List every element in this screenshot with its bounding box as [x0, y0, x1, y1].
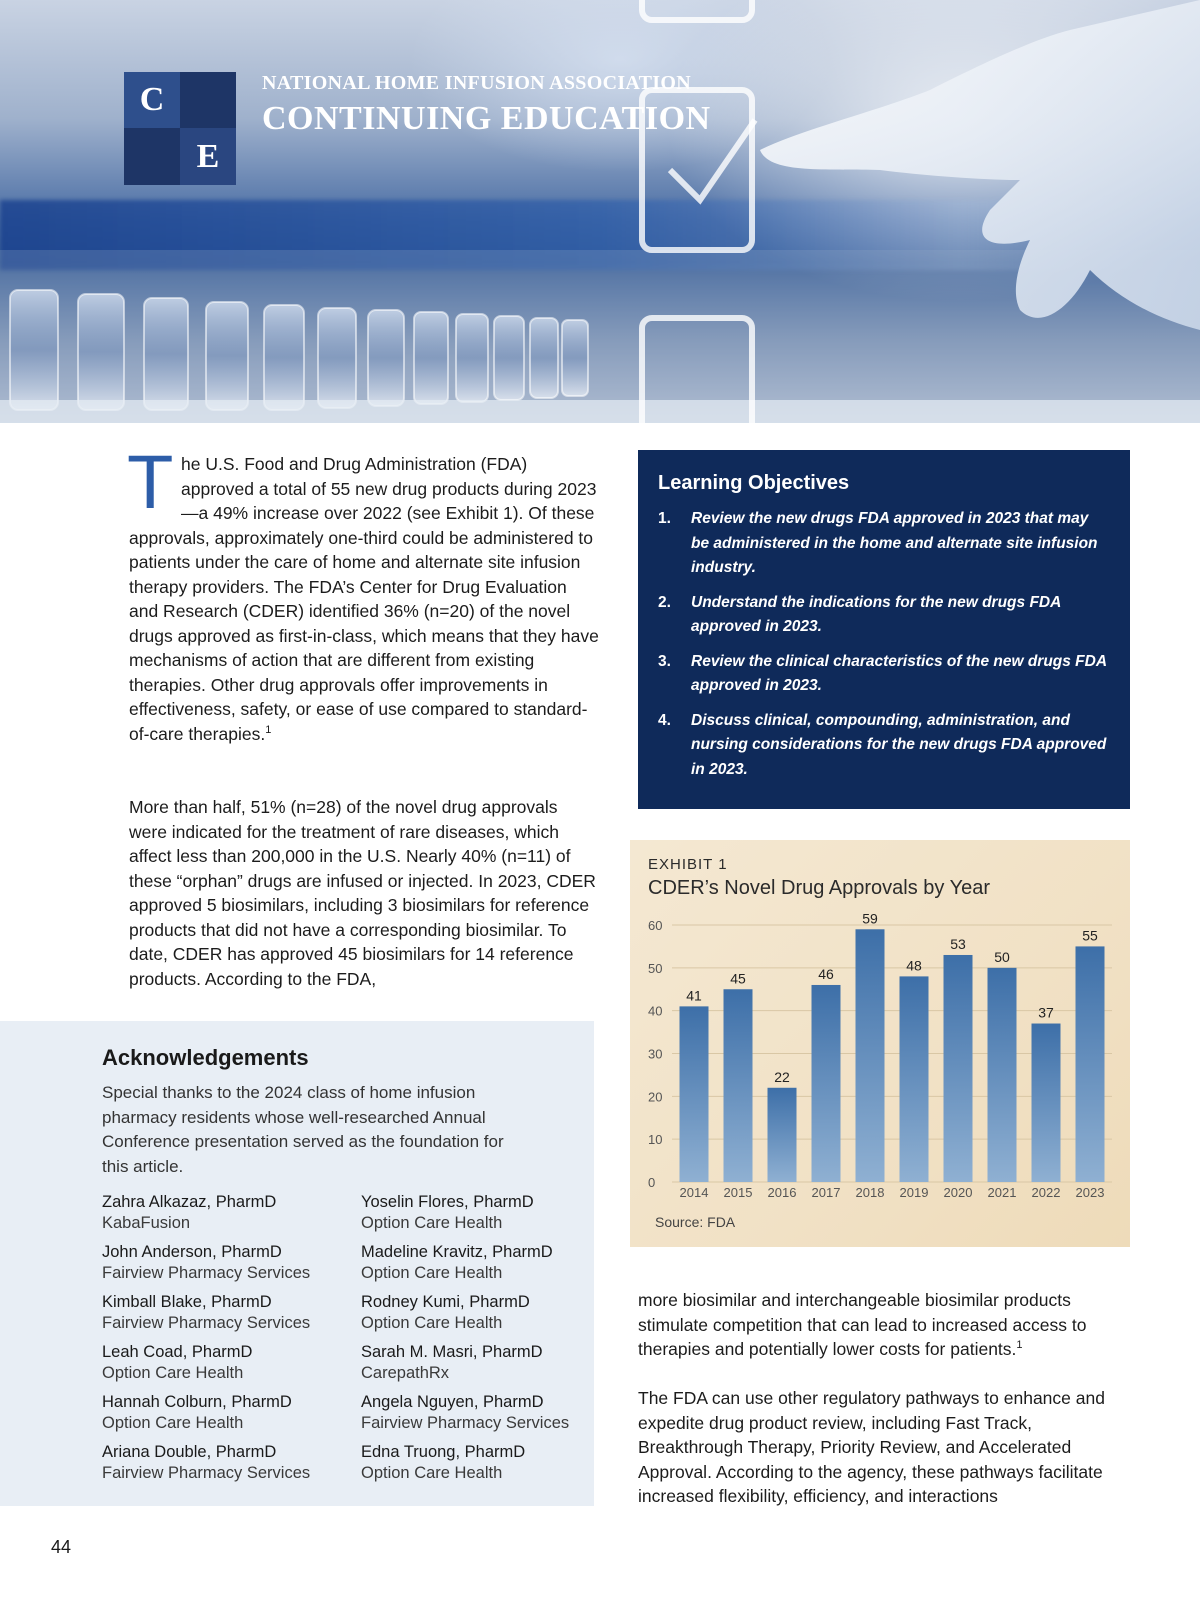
y-tick-label: 50	[648, 960, 663, 976]
resident-organization: Fairview Pharmacy Services	[102, 1463, 311, 1482]
logo-letter-c: C	[124, 72, 180, 128]
objective-text: Understand the indications for the new drugs FDA approved in 2023.	[691, 593, 1061, 635]
x-tick-label: 2018	[855, 1185, 885, 1200]
objective-number: 2.	[658, 593, 671, 611]
y-tick-label: 10	[648, 1132, 663, 1148]
objective-number: 4.	[658, 711, 671, 729]
resident-name: John Anderson, PharmD	[102, 1243, 282, 1261]
x-tick-label: 2015	[723, 1185, 753, 1200]
chart-source: Source: FDA	[655, 1214, 736, 1230]
data-label: 22	[774, 1068, 790, 1085]
resident-entry	[102, 1192, 361, 1233]
resident-name: Zahra Alkazaz, PharmD	[102, 1193, 277, 1211]
acknowledgements-title: Acknowledgements	[102, 1045, 309, 1070]
objective-number: 1.	[658, 510, 671, 527]
resident-name: Leah Coad, PharmD	[102, 1343, 253, 1361]
data-label: 55	[1082, 927, 1098, 944]
bar-2014	[680, 1006, 709, 1182]
drop-cap: T	[127, 440, 174, 525]
resident-organization: Fairview Pharmacy Services	[361, 1413, 570, 1432]
resident-organization: Option Care Health	[361, 1263, 503, 1282]
objectives-title: Learning Objectives	[658, 472, 850, 494]
resident-organization: Option Care Health	[102, 1413, 244, 1432]
resident-entry	[102, 1292, 361, 1333]
resident-name: Angela Nguyen, PharmD	[361, 1393, 544, 1411]
objective-text: Review the new drugs FDA approved in 2023 that may be administered in the home and alternate site infusion industry.	[691, 510, 1098, 576]
resident-organization: CarepathRx	[361, 1363, 450, 1382]
logo-letter-e: E	[180, 128, 236, 185]
resident-name: Madeline Kravitz, PharmD	[361, 1243, 553, 1261]
intro-text: he U.S. Food and Drug Administration (FDA) approved a total of 55 new drug products during 2023—a 49% increase over 2022 (see Exhibit 1). Of these approvals, approximately one-third could be administered to patients under the care of home and alternate site infusion therapy providers. The FDA’s Center for Drug Evaluation and Research (CDER) identified 36% (n=20) of the novel drugs approved as first-in-class, which means that they have mechanisms of action that are different from existing therapies. Other drug approvals offer improvements in effectiveness, safety, or ease of use compared to standard-of-care therapies.	[129, 454, 599, 744]
body-paragraph-continued	[638, 1288, 1138, 1362]
acknowledgements-box	[0, 1021, 594, 1506]
exhibit-label: EXHIBIT 1	[648, 856, 728, 873]
learning-objectives-box	[638, 450, 1130, 809]
resident-entry	[361, 1392, 601, 1433]
y-tick-label: 40	[648, 1003, 663, 1019]
resident-entry	[361, 1192, 601, 1233]
x-tick-label: 2016	[767, 1185, 797, 1200]
resident-entry	[361, 1242, 601, 1283]
bar-2016	[768, 1088, 797, 1182]
section-title: CONTINUING EDUCATION	[262, 100, 711, 137]
bar-2021	[988, 968, 1017, 1182]
resident-name: Kimball Blake, PharmD	[102, 1293, 272, 1311]
resident-entry	[361, 1442, 601, 1483]
data-label: 48	[906, 957, 922, 974]
resident-entry	[102, 1242, 361, 1283]
resident-entry	[361, 1342, 601, 1383]
resident-name: Yoselin Flores, PharmD	[361, 1193, 534, 1211]
page-number: 44	[51, 1537, 72, 1557]
bar-2019	[900, 976, 929, 1182]
resident-organization: Option Care Health	[361, 1313, 503, 1332]
x-tick-label: 2019	[899, 1185, 929, 1200]
gloved-hand-illustration	[740, 0, 1200, 423]
resident-name: Ariana Double, PharmD	[102, 1443, 277, 1461]
x-tick-label: 2022	[1031, 1185, 1061, 1200]
objective-text: Discuss clinical, compounding, administration, and nursing considerations for the new drugs FDA approved in 2023.	[691, 711, 1107, 778]
acknowledgements-intro: Special thanks to the 2024 class of home infusion pharmacy residents whose well-researched Annual Conference presentation served as the foundation for this article.	[102, 1083, 504, 1176]
logo-block	[180, 72, 236, 128]
bar-2017	[812, 985, 841, 1182]
resident-organization: Option Care Health	[102, 1363, 244, 1382]
x-tick-label: 2021	[987, 1185, 1017, 1200]
resident-entry	[361, 1292, 601, 1333]
resident-name: Edna Truong, PharmD	[361, 1443, 526, 1461]
footnote-ref: 1	[265, 723, 272, 736]
objective-item	[658, 591, 1108, 640]
data-label: 50	[994, 948, 1010, 965]
resident-organization: Fairview Pharmacy Services	[102, 1263, 311, 1282]
logo-block	[124, 128, 180, 185]
bar-2020	[944, 955, 973, 1182]
bar-2022	[1032, 1024, 1061, 1182]
intro-paragraph	[127, 440, 599, 746]
data-label: 53	[950, 935, 966, 952]
objective-item	[658, 650, 1108, 699]
resident-organization: Fairview Pharmacy Services	[102, 1313, 311, 1332]
x-tick-label: 2020	[943, 1185, 973, 1200]
y-tick-label: 0	[648, 1175, 656, 1190]
ce-logo	[124, 72, 236, 185]
resident-organization: Option Care Health	[361, 1463, 503, 1482]
body-paragraph: More than half, 51% (n=28) of the novel drug approvals were indicated for the treatment of rare diseases, which affect less than 200,000 in the U.S. Nearly 40% (n=11) of these “orphan” drugs are infused or injected. In 2023, CDER approved 5 biosimilars, including 3 biosimilars for reference products that did not have a corresponding biosimilar. To date, CDER has approved 45 biosimilars for 14 reference products. According to the FDA,	[129, 797, 596, 989]
data-label: 45	[730, 970, 746, 987]
y-tick-label: 30	[648, 1046, 663, 1062]
resident-name: Rodney Kumi, PharmD	[361, 1293, 530, 1311]
objective-item	[658, 507, 1108, 581]
y-tick-label: 20	[648, 1089, 663, 1105]
data-label: 41	[686, 987, 702, 1004]
resident-entry	[102, 1392, 361, 1433]
paragraph-text: more biosimilar and interchangeable biosimilar products stimulate competition that can lead to increased access to therapies and potentially lower costs for patients.	[638, 1290, 1087, 1359]
hero-banner	[0, 0, 1200, 423]
bar-chart	[630, 840, 1130, 1247]
resident-entry	[102, 1342, 361, 1383]
x-tick-label: 2017	[811, 1185, 841, 1200]
objective-text: Review the clinical characteristics of the new drugs FDA approved in 2023.	[691, 652, 1107, 694]
organization-name: NATIONAL HOME INFUSION ASSOCIATION	[262, 72, 691, 94]
bar-2015	[724, 989, 753, 1182]
y-tick-label: 60	[648, 918, 663, 933]
exhibit-1-chart	[630, 840, 1130, 1247]
data-label: 37	[1038, 1004, 1054, 1021]
objectives-list	[658, 507, 1108, 782]
data-label: 46	[818, 965, 834, 982]
bar-2023	[1076, 946, 1105, 1182]
footnote-ref: 1	[1016, 1339, 1023, 1352]
chart-title: CDER’s Novel Drug Approvals by Year	[648, 877, 991, 899]
resident-organization: Option Care Health	[361, 1213, 503, 1232]
objective-item	[658, 709, 1108, 783]
resident-organization: KabaFusion	[102, 1213, 191, 1232]
resident-name: Hannah Colburn, PharmD	[102, 1393, 292, 1411]
x-tick-label: 2023	[1075, 1185, 1105, 1200]
data-label: 59	[862, 910, 878, 927]
resident-entry	[102, 1442, 361, 1483]
bar-2018	[856, 929, 885, 1182]
resident-name: Sarah M. Masri, PharmD	[361, 1343, 543, 1361]
body-paragraph: The FDA can use other regulatory pathways to enhance and expedite drug product review, including Fast Track, Breakthrough Therapy, Priority Review, and Accelerated Approval. According to the agency, these pathways facilitate increased flexibility, efficiency, and interactions	[638, 1388, 1105, 1506]
objective-number: 3.	[658, 652, 671, 670]
residents-list	[102, 1192, 594, 1483]
x-tick-label: 2014	[679, 1185, 709, 1200]
